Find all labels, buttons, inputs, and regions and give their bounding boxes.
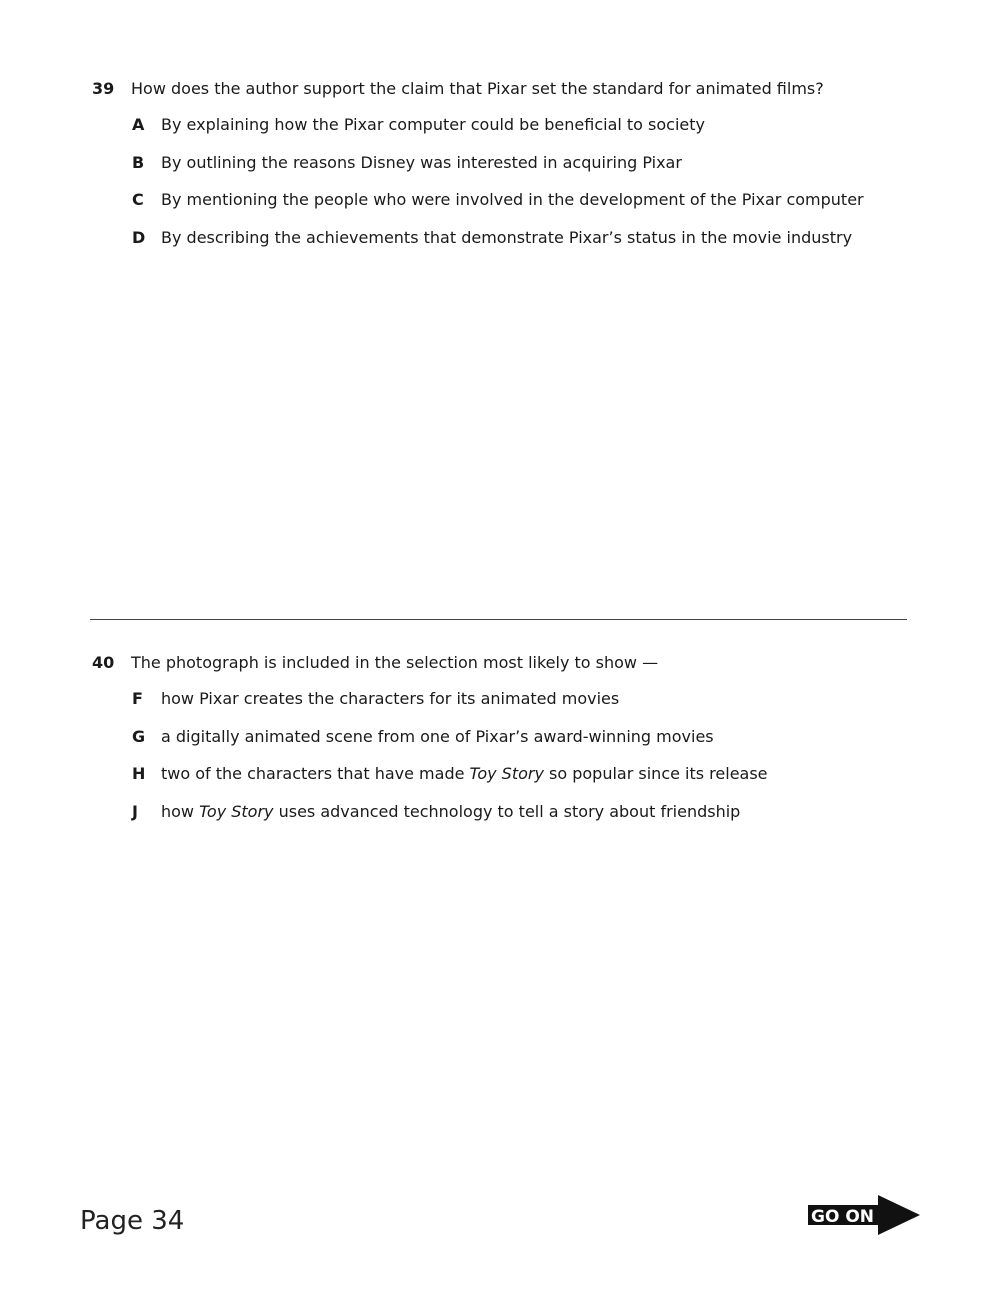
- option-text-after: uses advanced technology to tell a story about friendship: [273, 801, 741, 821]
- option-text-title: Toy Story: [199, 801, 274, 821]
- option-text: By describing the achievements that demonstrate Pixar’s status in the movie industry: [161, 227, 853, 247]
- go-on-indicator: [808, 1195, 920, 1235]
- option-letter: A: [132, 115, 145, 134]
- question-40: [92, 653, 922, 839]
- question-text: The photograph is included in the selection most likely to show —: [131, 653, 659, 672]
- option-text: By outlining the reasons Disney was interested in acquiring Pixar: [161, 152, 682, 172]
- option-text: [161, 802, 740, 822]
- right-arrow-icon: [808, 1195, 920, 1235]
- option-text: a digitally animated scene from one of Pixar’s award-winning movies: [161, 726, 714, 746]
- question-number: 40: [92, 653, 115, 672]
- option-text-before: how: [161, 801, 200, 821]
- answer-option-j[interactable]: [132, 802, 922, 822]
- option-text-after: so popular since its release: [543, 764, 768, 783]
- option-text: By explaining how the Pixar computer could be beneficial to society: [161, 115, 705, 134]
- question-stem: [92, 653, 922, 673]
- question-stem: [92, 79, 922, 99]
- section-divider: [90, 619, 907, 620]
- option-text: [161, 764, 768, 784]
- option-text: By mentioning the people who were involved in the development of the Pixar computer: [161, 190, 864, 209]
- answer-option-h[interactable]: [132, 764, 922, 784]
- answer-option-d[interactable]: [132, 228, 922, 248]
- answer-option-a[interactable]: [132, 115, 922, 135]
- option-letter: F: [132, 689, 143, 708]
- option-letter: J: [132, 801, 138, 821]
- option-text: how Pixar creates the characters for its animated movies: [161, 689, 620, 708]
- answer-options: [92, 115, 922, 248]
- question-text: How does the author support the claim that Pixar set the standard for animated films?: [131, 79, 824, 98]
- option-text-title: Toy Story: [469, 764, 544, 783]
- option-letter: H: [132, 764, 146, 783]
- question-39: [92, 79, 922, 265]
- option-letter: D: [132, 227, 146, 247]
- option-text-before: two of the characters that have made: [161, 764, 470, 783]
- answer-options: [92, 689, 922, 822]
- option-letter: C: [132, 190, 144, 209]
- question-number: 39: [92, 79, 115, 98]
- go-on-label: GO ON: [811, 1207, 875, 1227]
- answer-option-g[interactable]: [132, 727, 922, 747]
- answer-option-f[interactable]: [132, 689, 922, 709]
- page-number: Page 34: [80, 1206, 185, 1236]
- answer-option-b[interactable]: [132, 153, 922, 173]
- option-letter: B: [132, 152, 145, 172]
- option-letter: G: [132, 726, 146, 746]
- answer-option-c[interactable]: [132, 190, 922, 210]
